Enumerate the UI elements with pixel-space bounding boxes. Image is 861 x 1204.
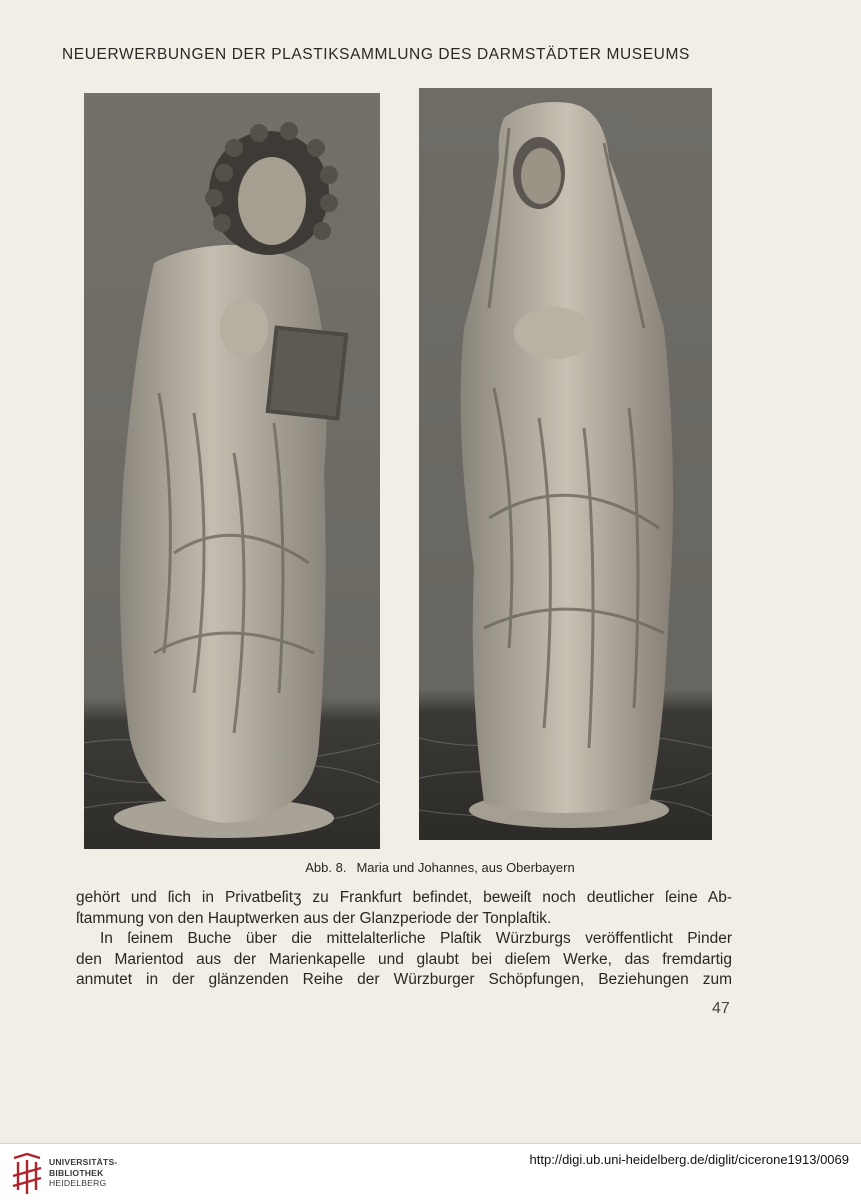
page-number: 47 [712, 1000, 730, 1017]
university-library-logo-icon[interactable] [10, 1152, 44, 1196]
figure-number: Abb. 8. [305, 860, 347, 875]
body-line: gehört und ſich in Privatbeſitʒ zu Frankfurt befindet, beweiſt noch deutlicher ſeine Ab- [76, 889, 732, 906]
body-text [76, 888, 732, 991]
viewer-footer [0, 1143, 861, 1204]
body-line: In ſeinem Buche über die mittelalterliche Plaſtik Würzburgs veröffentlicht Pinder [100, 930, 732, 947]
body-line: den Marientod aus der Marienkapelle und glaubt bei dieſem Werke, das fremdartig [76, 950, 732, 968]
library-name-line: UNIVERSITÄTS- [49, 1157, 118, 1167]
figure-caption [200, 860, 680, 875]
library-name-line: HEIDELBERG [49, 1178, 107, 1188]
photo-maria [419, 88, 712, 840]
body-line: anmutet in der glänzenden Reihe der Würzburger Schöpfungen, Beziehungen zum [76, 971, 732, 988]
body-line: ſtammung von den Hauptwerken aus der Glanzperiode der Tonplaſtik. [76, 909, 552, 927]
running-head: NEUERWERBUNGEN DER PLASTIKSAMMLUNG DES DARMSTÄDTER MUSEUMS [62, 46, 690, 63]
library-name-line: BIBLIOTHEK [49, 1167, 104, 1178]
source-url-link[interactable]: http://digi.ub.uni-heidelberg.de/diglit/cicerone1913/0069 [529, 1152, 849, 1167]
photo-johannes [84, 93, 380, 849]
library-name [49, 1157, 118, 1189]
figure-caption-text: Maria und Johannes, aus Oberbayern [356, 860, 575, 875]
